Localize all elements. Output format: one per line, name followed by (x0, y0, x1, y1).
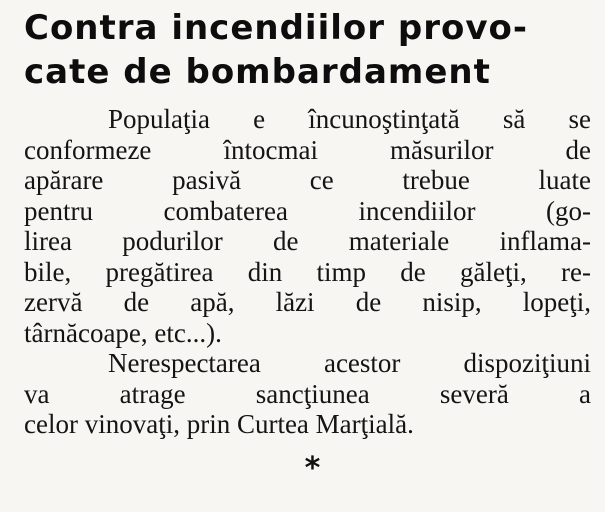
text-line: va atrage sancţiunea severă a (24, 378, 591, 409)
headline-line: cate de bombardament (24, 52, 491, 92)
text-line: târnăcoape, etc...). (24, 317, 222, 348)
article-headline (24, 6, 591, 94)
article-body (24, 104, 591, 440)
text-line: zervă de apă, lăzi de nisip, lopeţi, (24, 287, 591, 317)
text-line: bile, pregătirea din timp de găleţi, re- (24, 256, 591, 287)
text-line: Populaţia e încunoştinţată să se (108, 104, 591, 134)
text-line: conformeze întocmai măsurilor de (24, 134, 591, 165)
paragraph-1 (24, 104, 591, 348)
paragraph-2 (24, 348, 591, 440)
text-line: celor vinovaţi, prin Curtea Marţială. (24, 409, 414, 439)
headline-line: Contra incendiilor provo- (24, 8, 528, 48)
text-line: Nerespectarea acestor dispoziţiuni (108, 348, 591, 378)
text-line: pentru combaterea incendiilor (go- (24, 195, 591, 226)
text-line: lirea podurilor de materiale inflama- (24, 226, 591, 256)
section-separator-asterisk: * (304, 450, 321, 486)
text-line: apărare pasivă ce trebue luate (24, 165, 591, 195)
